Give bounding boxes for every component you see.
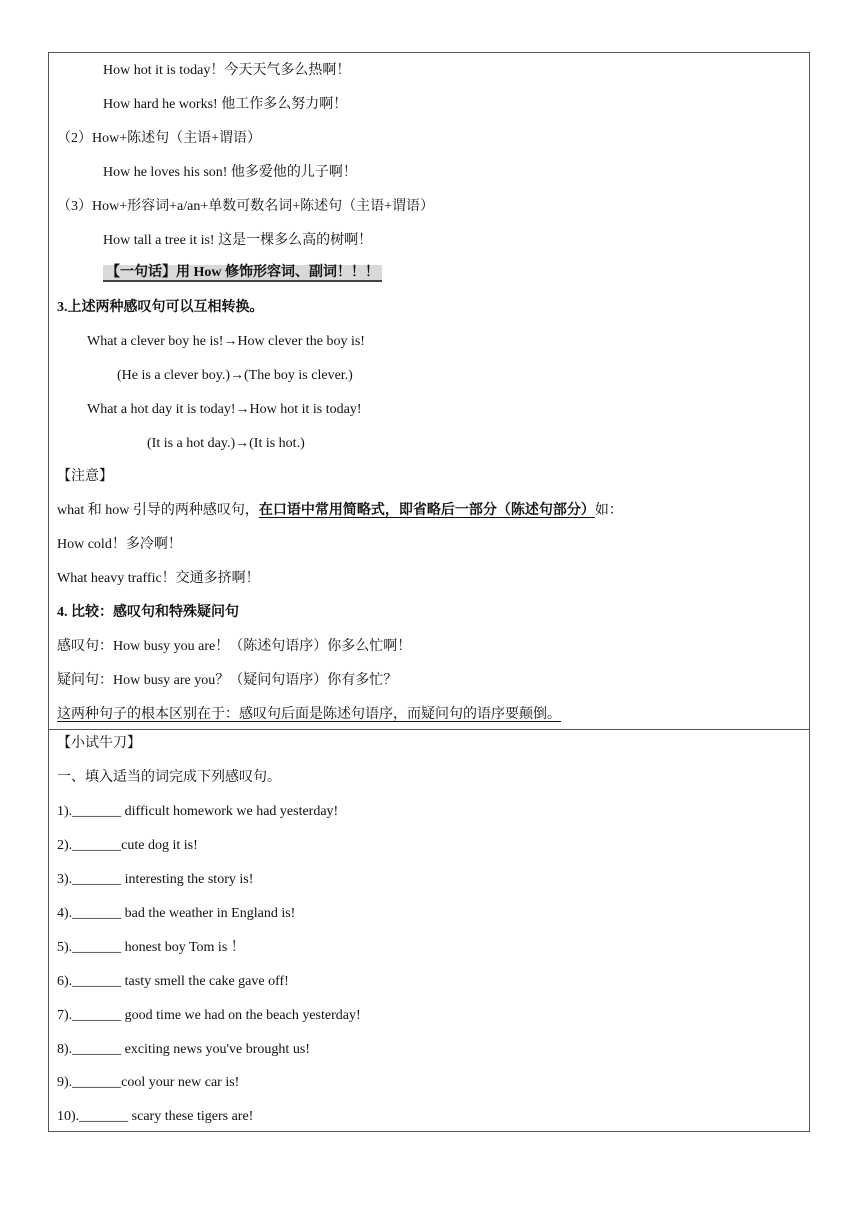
note-example: How cold！多冷啊！ xyxy=(57,537,182,552)
exercise-item: 7)._______ good time we had on the beach yesterday! xyxy=(57,1008,361,1023)
rule-line: （2）How+陈述句（主语+谓语） xyxy=(57,131,262,146)
comparison-line: 疑问句：How busy are you？（疑问句语序）你有多忙？ xyxy=(57,673,398,688)
note-example: What heavy traffic！交通多挤啊！ xyxy=(57,571,260,586)
practice-instruction: 一、填入适当的词完成下列感叹句。 xyxy=(57,770,281,785)
exercise-item: 8)._______ exciting news you've brought us! xyxy=(57,1042,310,1057)
note-text xyxy=(57,502,623,520)
note-text-c: 如： xyxy=(594,503,623,518)
note-text-emphasis: 在口语中常用简略式，即省略后一部分（陈述句部分） xyxy=(258,503,595,518)
document-frame xyxy=(48,52,810,1132)
exercise-item: 4)._______ bad the weather in England is! xyxy=(57,906,296,921)
note-text-a: what 和 how 引导的两种感叹句， xyxy=(57,503,259,518)
exercise-item: 1)._______ difficult homework we had yesterday! xyxy=(57,804,339,819)
practice-heading: 【小试牛刀】 xyxy=(57,736,141,751)
exercise-item: 3)._______ interesting the story is! xyxy=(57,872,254,887)
conversion-line: What a clever boy he is!→How clever the boy is! xyxy=(87,334,365,349)
exercise-item: 2)._______cute dog it is! xyxy=(57,838,198,853)
conversion-line: (He is a clever boy.)→(The boy is clever.) xyxy=(117,368,353,383)
example-line: How he loves his son! 他多爱他的儿子啊！ xyxy=(103,165,357,180)
example-line: How hot it is today！今天天气多么热啊！ xyxy=(103,63,351,78)
section-heading: 3.上述两种感叹句可以互相转换。 xyxy=(57,300,264,315)
note-heading: 【注意】 xyxy=(57,469,113,484)
example-line: How tall a tree it is! 这是一棵多么高的树啊！ xyxy=(103,233,373,248)
exercise-item: 6)._______ tasty smell the cake gave off! xyxy=(57,974,289,989)
summary-box xyxy=(103,264,382,282)
section-heading: 4. 比较：感叹句和特殊疑问句 xyxy=(57,605,239,620)
summary-text: 【一句话】用 How 修饰形容词、副词！！！ xyxy=(103,265,382,282)
exercise-item: 9)._______cool your new car is! xyxy=(57,1075,240,1090)
exercise-item: 10)._______ scary these tigers are! xyxy=(57,1109,254,1124)
conversion-line: What a hot day it is today!→How hot it is today! xyxy=(87,402,362,417)
rule-line: （3）How+形容词+a/an+单数可数名词+陈述句（主语+谓语） xyxy=(57,199,435,214)
conversion-line: (It is a hot day.)→(It is hot.) xyxy=(147,436,305,451)
section-divider xyxy=(49,729,809,730)
comparison-conclusion: 这两种句子的根本区别在于：感叹句后面是陈述句语序，而疑问句的语序要颠倒。 xyxy=(57,707,561,722)
example-line: How hard he works! 他工作多么努力啊！ xyxy=(103,97,348,112)
comparison-line: 感叹句：How busy you are！（陈述句语序）你多么忙啊！ xyxy=(57,639,412,654)
exercise-item: 5)._______ honest boy Tom is ！ xyxy=(57,940,245,955)
